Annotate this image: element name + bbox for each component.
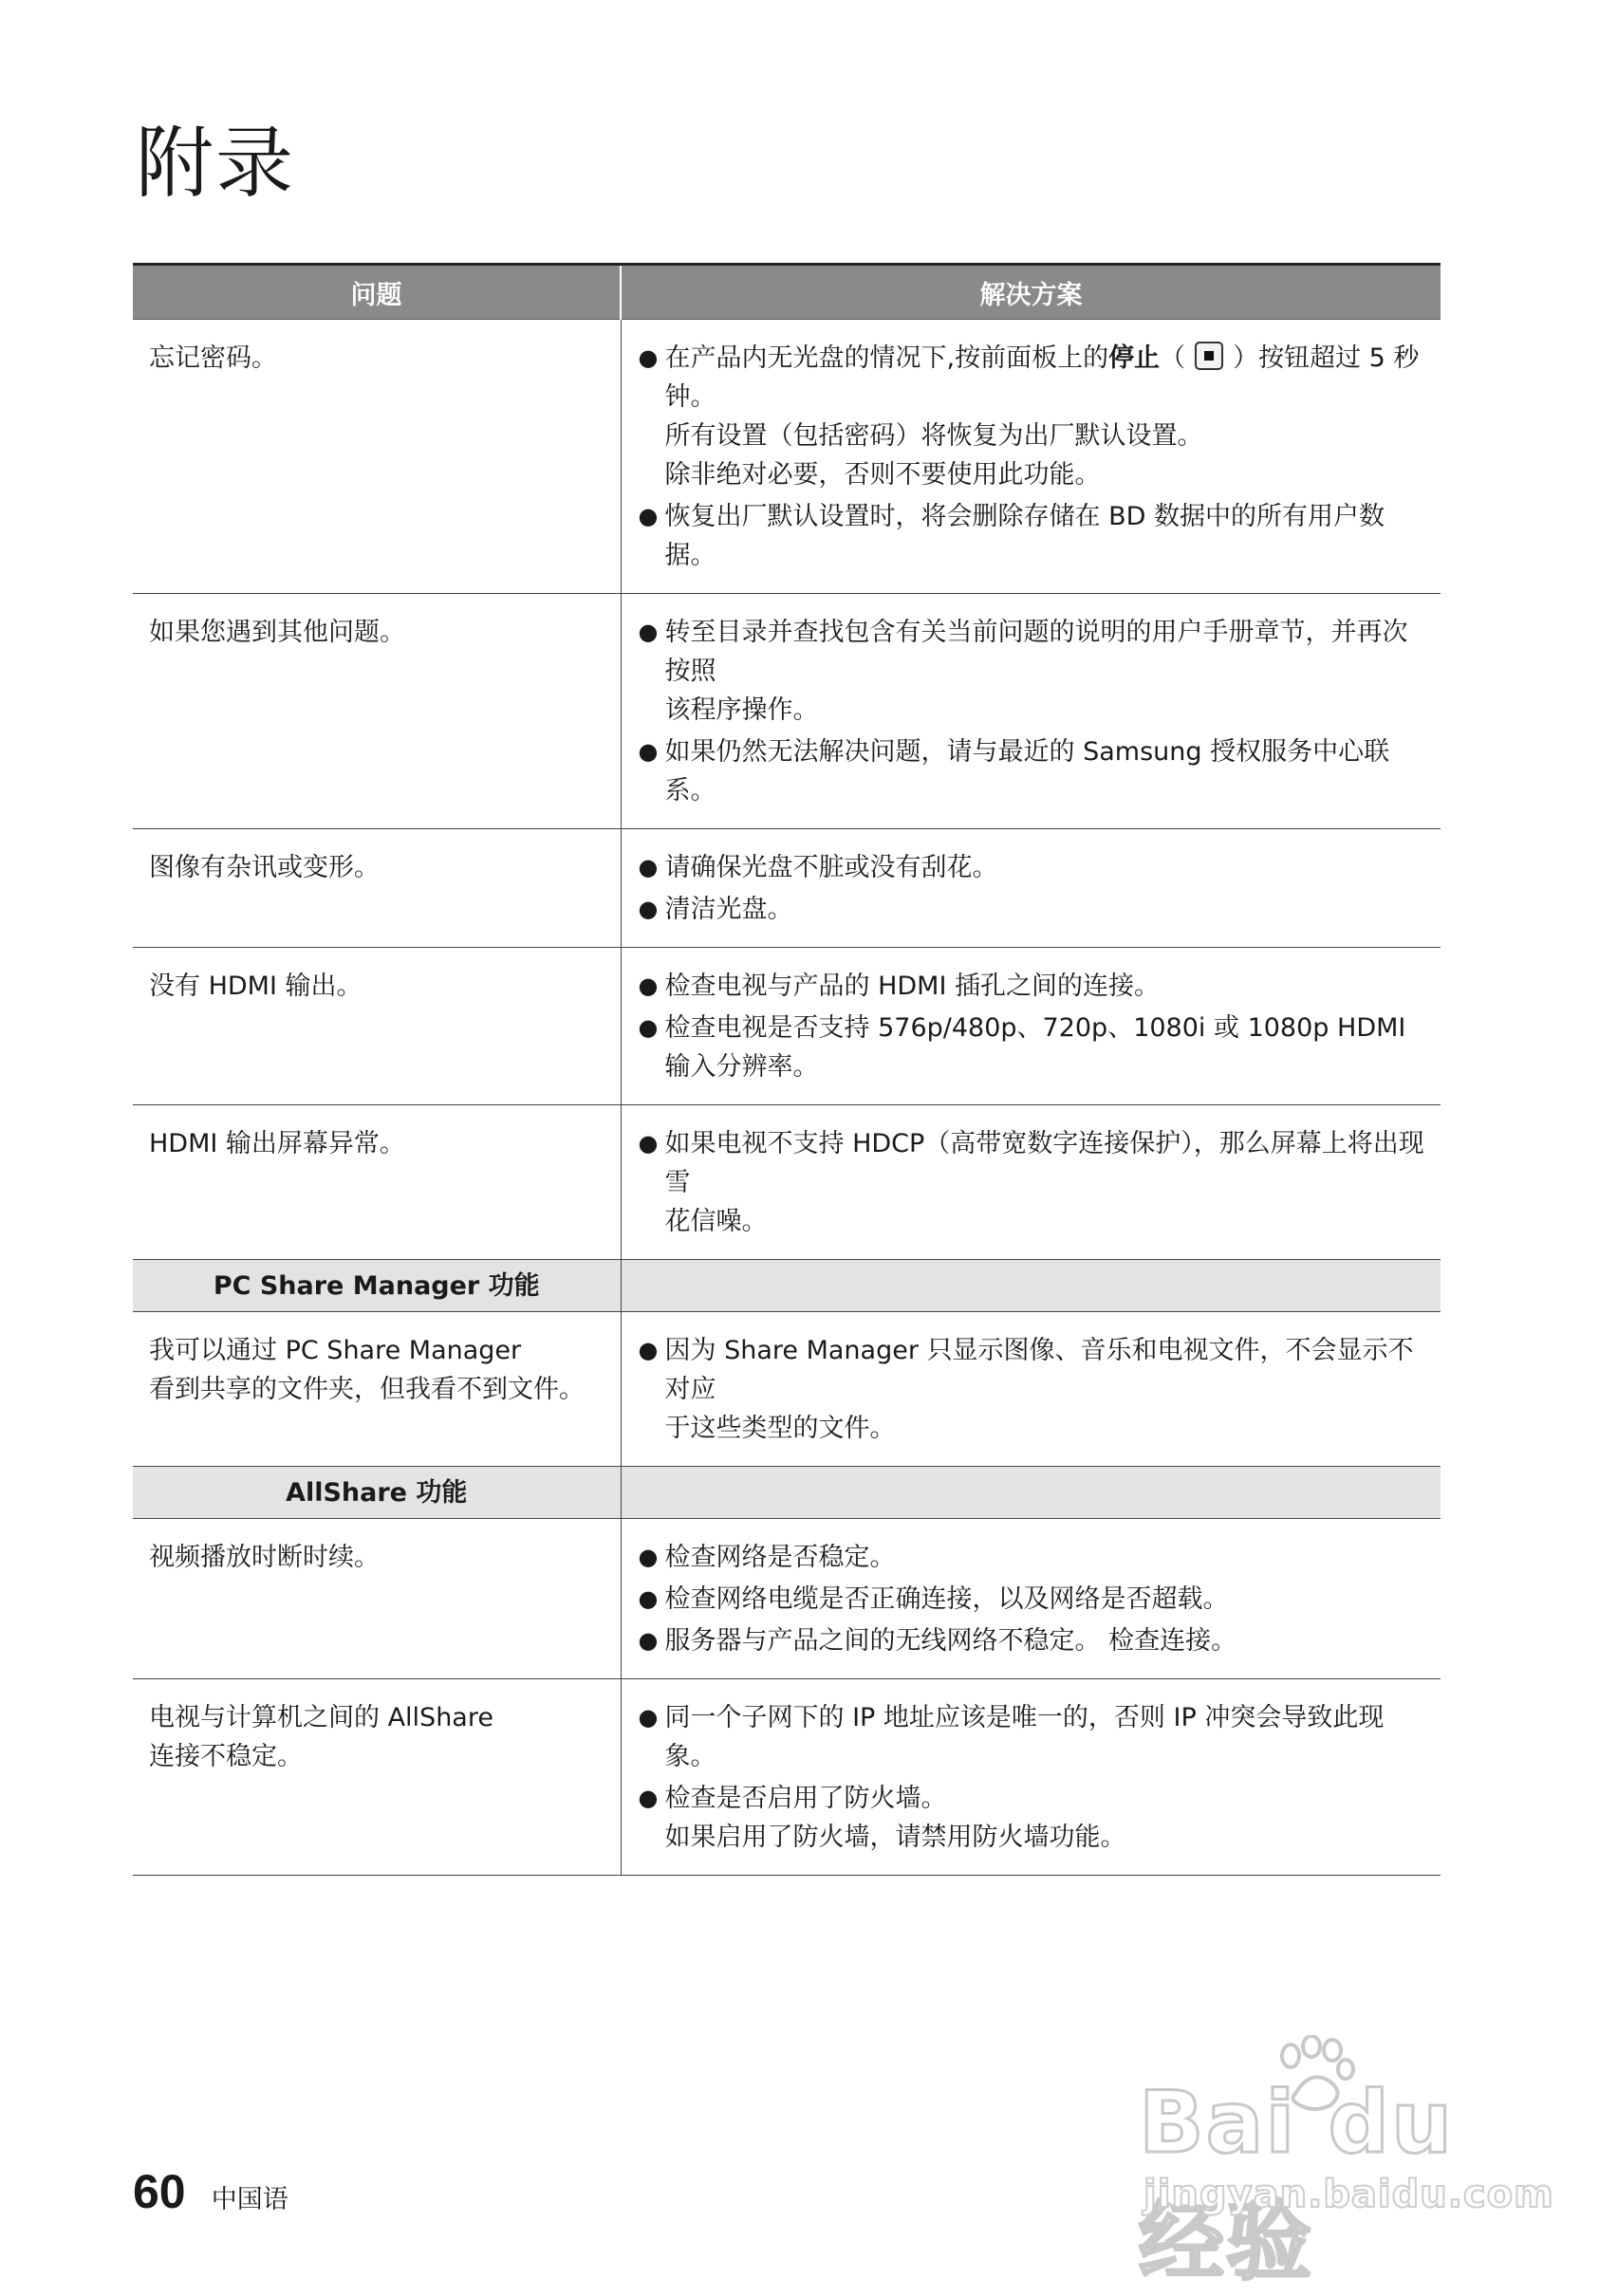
solution-item — [639, 339, 1432, 494]
problem-text: 看到共享的文件夹，但我看不到文件。 — [149, 1375, 585, 1404]
bullet-icon: ● — [638, 738, 659, 765]
solution-item — [639, 1331, 1432, 1448]
troubleshooting-table — [133, 263, 1441, 1876]
bullet-icon: ● — [638, 972, 659, 999]
solution-text: 除非绝对必要，否则不要使用此功能。 — [664, 460, 1101, 490]
table-header-row — [133, 265, 1441, 320]
solution-cell — [621, 1519, 1441, 1679]
solution-item — [639, 848, 1432, 887]
paren-open: （ — [1160, 343, 1186, 373]
solution-text: 检查网络电缆是否正确连接，以及网络是否超载。 — [664, 1584, 1229, 1614]
bullet-icon: ● — [638, 896, 659, 922]
solution-text: 检查电视是否支持 576p/480p、720p、1080i 或 1080p HDMI — [664, 1013, 1406, 1043]
solution-text: 清洁光盘。 — [664, 895, 793, 924]
solution-item — [639, 732, 1432, 810]
bullet-icon: ● — [638, 619, 659, 645]
header-problem: 问题 — [133, 265, 621, 320]
bullet-icon: ● — [638, 1544, 659, 1570]
solution-item — [639, 1621, 1432, 1660]
header-solution: 解决方案 — [621, 265, 1441, 320]
section-row-pc-share-manager — [133, 1260, 1441, 1312]
solution-text: 所有设置（包括密码）将恢复为出厂默认设置。 — [664, 421, 1203, 451]
solution-item — [639, 497, 1432, 575]
solution-text-cont: ）按钮超过 5 秒钟。 — [664, 343, 1420, 412]
problem-text: HDMI 输出屏幕异常。 — [149, 1129, 405, 1158]
problem-text: 如果您遇到其他问题。 — [149, 618, 405, 647]
table-row — [133, 1679, 1441, 1876]
solution-cell — [621, 829, 1441, 948]
table-row — [133, 320, 1441, 594]
solution-item — [639, 1538, 1432, 1577]
solution-text: 服务器与产品之间的无线网络不稳定。 检查连接。 — [664, 1626, 1237, 1656]
solution-text: 于这些类型的文件。 — [664, 1414, 896, 1443]
page-number: 60 — [133, 2165, 186, 2218]
solution-item — [639, 1124, 1432, 1241]
solution-text: 检查电视与产品的 HDMI 插孔之间的连接。 — [664, 972, 1161, 1001]
problem-cell — [133, 1312, 621, 1467]
watermark-logo-text: Bai du 经验 — [1139, 2073, 1455, 2292]
watermark-url: jingyan.baidu.com — [1143, 2173, 1554, 2216]
section-row-allshare — [133, 1467, 1441, 1519]
problem-text: 连接不稳定。 — [149, 1742, 303, 1771]
table-row — [133, 1105, 1441, 1260]
bullet-icon: ● — [638, 503, 659, 529]
solution-text: 在产品内无光盘的情况下,按前面板上的 — [664, 343, 1109, 373]
bullet-icon: ● — [638, 1704, 659, 1731]
baidu-jingyan-watermark — [1139, 2016, 1554, 2292]
solution-text: 因为 Share Manager 只显示图像、音乐和电视文件，不会显示不对应 — [664, 1336, 1414, 1404]
bullet-icon: ● — [638, 1130, 659, 1157]
solution-item — [639, 890, 1432, 929]
solution-cell — [621, 320, 1441, 594]
solution-cell — [621, 948, 1441, 1105]
solution-cell — [621, 1312, 1441, 1467]
section-empty-cell — [621, 1467, 1441, 1519]
solution-item — [639, 1580, 1432, 1619]
problem-text: 图像有杂讯或变形。 — [149, 853, 380, 882]
page-footer — [133, 2164, 288, 2219]
bullet-icon: ● — [638, 1014, 659, 1041]
bullet-icon: ● — [638, 1585, 659, 1612]
table-row — [133, 829, 1441, 948]
stop-button-icon — [1195, 342, 1223, 370]
language-label: 中国语 — [211, 2185, 288, 2214]
solution-item — [639, 1698, 1432, 1776]
problem-cell — [133, 1519, 621, 1679]
problem-text: 电视与计算机之间的 AllShare — [149, 1703, 493, 1732]
problem-cell — [133, 1679, 621, 1876]
solution-text: 花信噪。 — [664, 1207, 768, 1236]
solution-cell — [621, 594, 1441, 829]
problem-cell — [133, 1105, 621, 1260]
solution-item — [639, 1779, 1432, 1857]
problem-text: 忘记密码。 — [149, 343, 277, 373]
bullet-icon: ● — [638, 344, 659, 371]
solution-item — [639, 1009, 1432, 1086]
table-row — [133, 594, 1441, 829]
bullet-icon: ● — [638, 854, 659, 880]
stop-label: 停止 — [1108, 343, 1161, 373]
solution-item — [639, 967, 1432, 1006]
problem-cell — [133, 320, 621, 594]
bullet-icon: ● — [638, 1785, 659, 1811]
solution-text: 输入分辨率。 — [664, 1052, 819, 1082]
table-row — [133, 1519, 1441, 1679]
solution-text: 如果电视不支持 HDCP（高带宽数字连接保护），那么屏幕上将出现雪 — [664, 1129, 1424, 1197]
solution-text: 转至目录并查找包含有关当前问题的说明的用户手册章节，并再次按照 — [664, 618, 1408, 686]
section-title: AllShare 功能 — [133, 1467, 621, 1519]
solution-item — [639, 613, 1432, 730]
bullet-icon: ● — [638, 1627, 659, 1654]
problem-text: 没有 HDMI 输出。 — [149, 972, 363, 1001]
problem-cell — [133, 948, 621, 1105]
solution-text: 恢复出厂默认设置时，将会删除存储在 BD 数据中的所有用户数据。 — [664, 502, 1385, 570]
solution-text: 检查是否启用了防火墙。 — [664, 1784, 947, 1813]
problem-cell — [133, 829, 621, 948]
solution-text: 同一个子网下的 IP 地址应该是唯一的，否则 IP 冲突会导致此现象。 — [664, 1703, 1385, 1771]
section-empty-cell — [621, 1260, 1441, 1312]
problem-cell — [133, 594, 621, 829]
solution-text: 如果仍然无法解决问题，请与最近的 Samsung 授权服务中心联系。 — [664, 737, 1390, 805]
solution-text: 请确保光盘不脏或没有刮花。 — [664, 853, 998, 882]
solution-text: 如果启用了防火墙，请禁用防火墙功能。 — [664, 1823, 1126, 1852]
solution-text: 该程序操作。 — [664, 695, 819, 725]
table-row — [133, 948, 1441, 1105]
problem-text: 我可以通过 PC Share Manager — [149, 1336, 522, 1365]
solution-cell — [621, 1105, 1441, 1260]
solution-text: 检查网络是否稳定。 — [664, 1543, 896, 1572]
problem-text: 视频播放时断时续。 — [149, 1543, 380, 1572]
solution-cell — [621, 1679, 1441, 1876]
table-row — [133, 1312, 1441, 1467]
page-title: 附录 — [136, 119, 296, 209]
section-title: PC Share Manager 功能 — [133, 1260, 621, 1312]
bullet-icon: ● — [638, 1337, 659, 1363]
